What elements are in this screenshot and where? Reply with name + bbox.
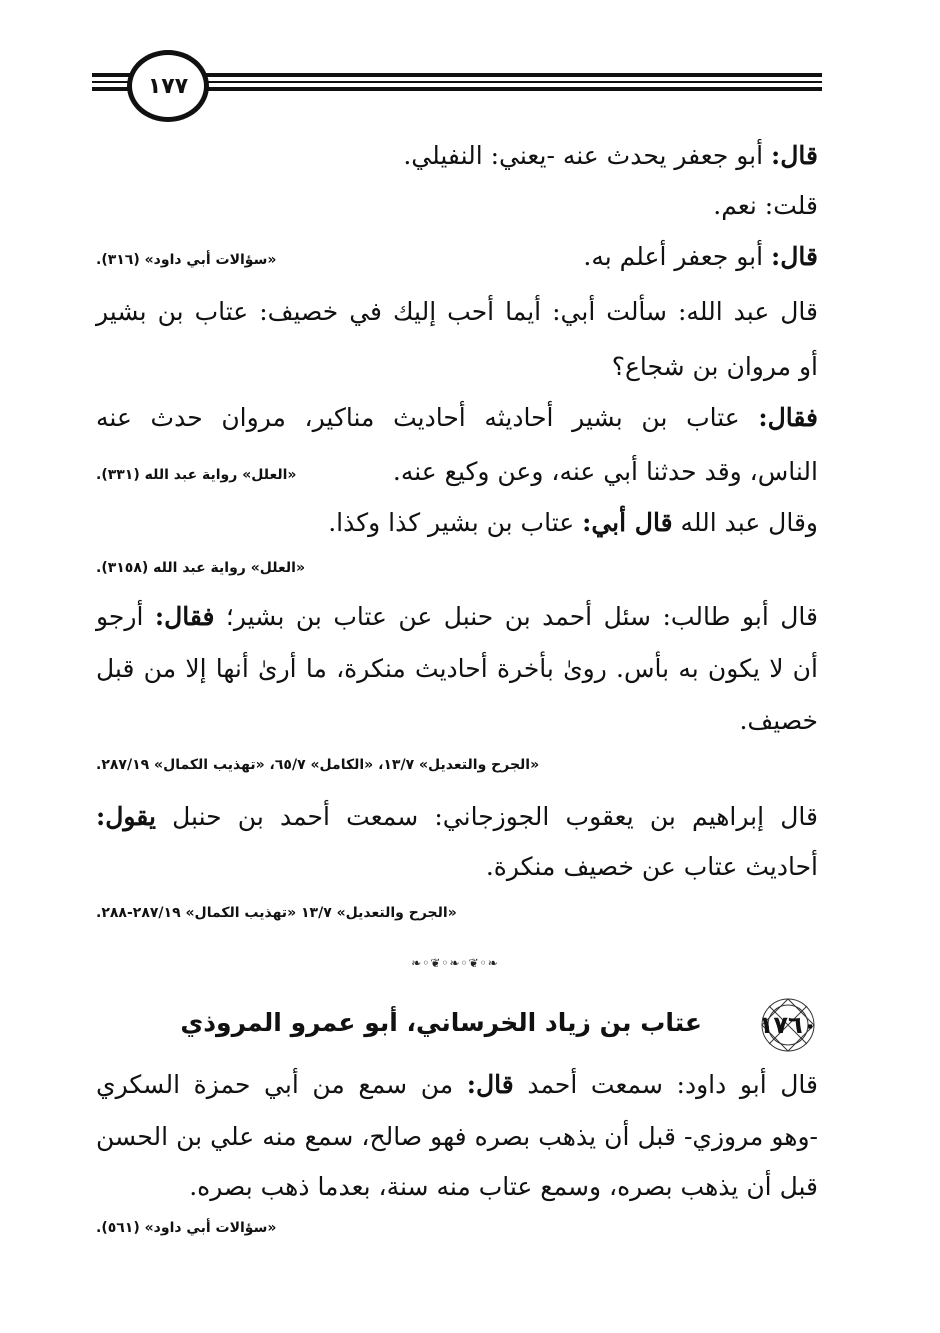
- speaker-label: قال:: [771, 141, 818, 170]
- speaker-label: يقول:: [96, 802, 156, 831]
- speaker-label: فقال:: [758, 403, 818, 432]
- source-reference: «سؤالات أبي داود» (٥٦١).: [96, 1220, 277, 1236]
- text-line: [583, 240, 818, 274]
- line-text: عتاب بن بشير أحاديثه أحاديث مناكير، مروان حدث عنه: [96, 403, 759, 432]
- line-text: من سمع من أبي حمزة السكري: [96, 1070, 467, 1099]
- line-text: قال إبراهيم بن يعقوب الجوزجاني: سمعت أحمد بن حنبل: [155, 802, 818, 831]
- text-line: قبل أن يذهب بصره، وسمع عتاب منه سنة، بعدما ذهب بصره.: [189, 1172, 818, 1201]
- text-line: خصيف.: [739, 706, 818, 735]
- text-line: قلت: نعم.: [713, 191, 818, 220]
- speaker-label: قال:: [771, 242, 818, 271]
- speaker-label: قال:: [466, 1070, 514, 1099]
- entry-number-badge: [742, 995, 834, 1055]
- line-text: أرجو: [96, 602, 155, 631]
- text-line: أحاديث عتاب عن خصيف منكرة.: [485, 852, 818, 881]
- page-number: ١٧٧: [127, 50, 209, 122]
- line-text: عتاب بن بشير كذا وكذا.: [328, 508, 583, 537]
- line-text: قال أبو طالب: سئل أحمد بن حنبل عن عتاب بن بشير؛: [214, 602, 818, 631]
- text-line: قال عبد الله: سألت أبي: أيما أحب إليك في خصيف: عتاب بن بشير: [96, 297, 818, 326]
- source-reference: «الجرح والتعديل» ١٣/٧ «تهذيب الكمال» ٢٨٧/١٩-٢٨٨.: [96, 905, 457, 921]
- line-text: وقال عبد الله: [672, 508, 818, 537]
- text-line: [328, 506, 818, 540]
- source-reference: «العلل» رواية عبد الله (٣٣١).: [96, 467, 297, 483]
- text-line: أن لا يكون به بأس. روىٰ بأخرة أحاديث منكرة، ما أرىٰ أنها إلا من قبل: [96, 654, 818, 683]
- text-line: [96, 800, 818, 834]
- entry-number: ١٧٦٠: [758, 1011, 818, 1039]
- text-line: [403, 139, 818, 173]
- text-line: الناس، وقد حدثنا أبي عنه، وعن وكيع عنه.: [392, 457, 818, 486]
- text-line: [96, 600, 818, 634]
- text-line: [96, 1068, 818, 1102]
- source-reference: «سؤالات أبي داود» (٣١٦).: [96, 252, 277, 268]
- entry-title: عتاب بن زياد الخرساني، أبو عمرو المروذي: [180, 1008, 702, 1037]
- text-line: -وهو مروزي- قبل أن يذهب بصره فهو صالح، سمع منه علي بن الحسن: [96, 1122, 818, 1151]
- speaker-label: فقال:: [154, 602, 215, 631]
- text-line: [96, 401, 818, 435]
- ornament-divider: ❧◦❦◦❧◦❦◦❧: [411, 956, 499, 970]
- line-text: قال أبو داود: سمعت أحمد: [513, 1070, 818, 1099]
- line-text: أبو جعفر يحدث عنه -يعني: النفيلي.: [403, 141, 772, 170]
- speaker-label: قال أبي:: [582, 508, 673, 537]
- source-reference: «العلل» رواية عبد الله (٣١٥٨).: [96, 560, 305, 576]
- source-reference: «الجرح والتعديل» ١٣/٧، «الكامل» ٦٥/٧، «تهذيب الكمال» ٢٨٧/١٩.: [96, 757, 540, 773]
- text-line: أو مروان بن شجاع؟: [611, 352, 818, 381]
- line-text: أبو جعفر أعلم به.: [583, 242, 772, 271]
